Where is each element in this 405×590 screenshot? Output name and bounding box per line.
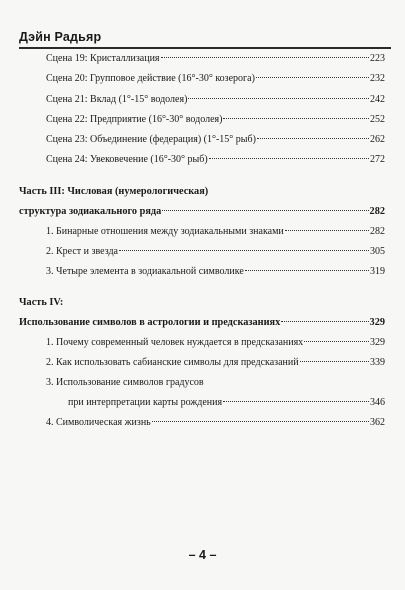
dot-leader [161, 57, 369, 58]
running-header: Дэйн Радьяр [19, 30, 102, 44]
part-heading: Часть III: Числовая (нумерологическая) [19, 186, 209, 197]
toc-entry-title: Сцена 24: Увековечение (16°-30° рыб) [46, 154, 208, 165]
dot-leader [162, 210, 368, 211]
toc-entry [68, 396, 385, 409]
toc-entry-page: 362 [370, 417, 385, 428]
toc-entry-page: 339 [370, 357, 385, 368]
toc-entry-page: 346 [370, 397, 385, 408]
dot-leader [223, 118, 369, 119]
part-title-line [19, 316, 385, 329]
dot-leader [245, 270, 369, 271]
toc-entry-title: Сцена 20: Групповое действие (16°-30° козерога) [46, 73, 255, 84]
toc-entry [46, 113, 385, 126]
toc-entry-title: 4. Символическая жизнь [46, 417, 151, 428]
toc-entry-title: 3. Использование символов градусов [46, 377, 204, 388]
toc-entry [46, 336, 385, 349]
toc-entry-title: Сцена 21: Вклад (1°-15° водолея) [46, 94, 188, 105]
dot-leader [300, 361, 369, 362]
toc-entry-title: 1. Бинарные отношения между зодиакальными знаками [46, 226, 284, 237]
toc-entry-title: Сцена 22: Предприятие (16°-30° водолея) [46, 114, 223, 125]
toc-entry [46, 356, 385, 369]
toc-entry-title: Сцена 23: Объединение (федерация) (1°-15° рыб) [46, 134, 256, 145]
part-heading: Часть IV: [19, 297, 64, 308]
toc-entry [46, 265, 385, 278]
part-subtitle: Использование символов в астрологии и предсказаниях [19, 317, 281, 328]
dot-leader [152, 421, 369, 422]
toc-entry [46, 93, 385, 106]
toc-entry-page: 319 [370, 266, 385, 277]
toc-entry-page: 252 [370, 114, 385, 125]
dot-leader [304, 341, 369, 342]
part-page: 282 [369, 206, 385, 217]
part-page: 329 [369, 317, 385, 328]
toc-entry-page: 262 [370, 134, 385, 145]
toc-entry [46, 52, 385, 65]
toc-entry-title: Сцена 19: Кристаллизация [46, 53, 160, 64]
dot-leader [281, 321, 368, 322]
toc-entry [46, 153, 385, 166]
toc-entry [46, 416, 385, 429]
dot-leader [223, 401, 369, 402]
toc-entry-page: 232 [370, 73, 385, 84]
toc-entry-page: 242 [370, 94, 385, 105]
toc-entry [46, 225, 385, 238]
toc-entry-title: 2. Как использовать сабианские символы для предсказаний [46, 357, 299, 368]
toc-entry-page: 272 [370, 154, 385, 165]
toc-entry [46, 245, 385, 258]
dot-leader [285, 230, 369, 231]
toc-entry-title: 1. Почему современный человек нуждается в предсказаниях [46, 337, 304, 348]
header-rule [19, 47, 391, 49]
dot-leader [209, 158, 369, 159]
toc-entry-page: 305 [370, 246, 385, 257]
page-number: – 4 – [188, 548, 217, 562]
dot-leader [256, 77, 369, 78]
toc-entry [46, 133, 385, 146]
toc-entry-continuation: при интерпретации карты рождения [68, 397, 223, 408]
dot-leader [119, 250, 369, 251]
toc-entry-page: 329 [370, 337, 385, 348]
part-title-line [19, 205, 385, 218]
toc-entry-page: 223 [370, 53, 385, 64]
toc-entry [46, 72, 385, 85]
toc-entry-title: 3. Четыре элемента в зодиакальной символике [46, 266, 244, 277]
part-subtitle: структура зодиакального ряда [19, 206, 162, 217]
dot-leader [257, 138, 369, 139]
toc-entry-title: 2. Крест и звезда [46, 246, 118, 257]
toc-entry-page: 282 [370, 226, 385, 237]
dot-leader [188, 98, 369, 99]
